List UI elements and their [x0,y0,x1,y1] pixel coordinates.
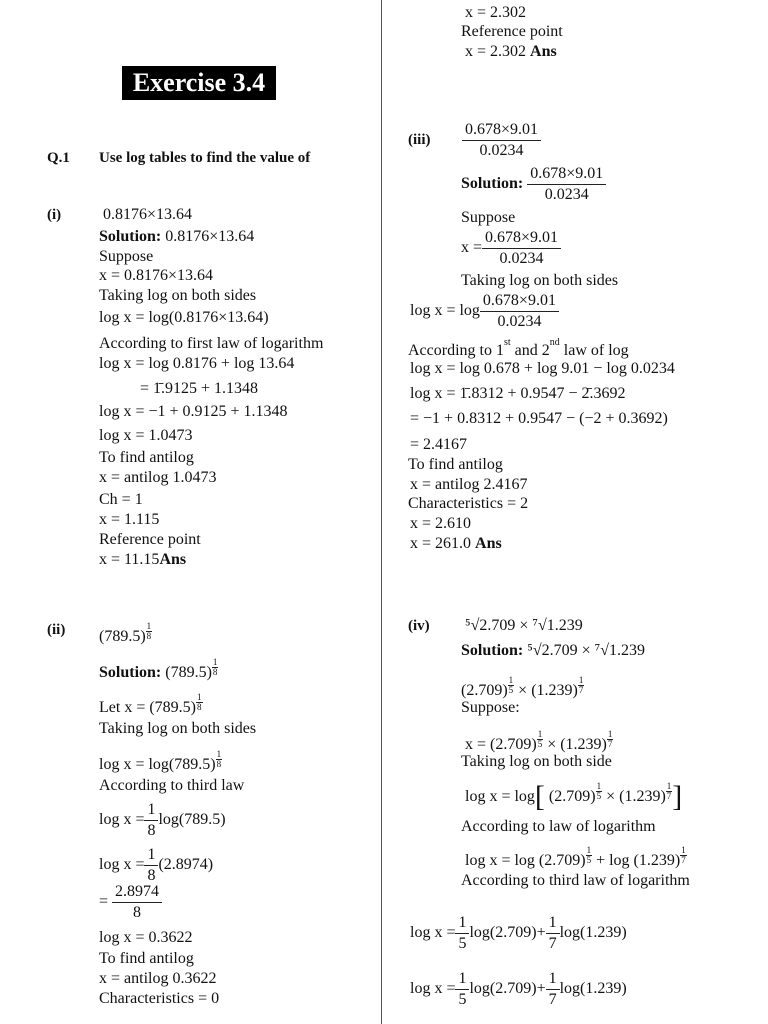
step-line: log x = $\frac{1}{5}$ log(2.709)+ $\frac{1}{7}$ log(1.239) [410,914,627,952]
step-line: x = 0.8176×13.64 [99,267,214,284]
step-line: Taking log on both sides [461,272,619,289]
step-line: x = $\frac{0.678\times 9.01}{0.0234}$ [461,230,561,267]
step-line: x = 2.302 [465,4,527,21]
part-iv-expression: ⁵√2.709 × ⁷√1.239 [465,617,583,634]
step-line: Taking log on both side [461,753,612,770]
step-line: Ch = 1 [99,491,143,508]
step-line: log x = $\frac{1}{8}$ log(789.5) [99,801,226,839]
step-line: x = 2.610 [410,515,472,532]
step-line: log x = 1̄.8312 + 0.9547 − 2̄.3692 [410,385,626,402]
column-divider [381,0,382,1024]
step-line: log x = $\frac{1}{5}$ log(2.709)+ $\frac{1}{7}$ log(1.239) [410,970,627,1008]
step-line: x = antilog 0.3622 [99,970,217,987]
part-iii-expression: $\frac{0.678\times 9.01}{0.0234}$ [462,122,541,159]
part-iii-solution: Solution: $\frac{0.678\times 9.01}{0.0234}$ [461,166,606,203]
step-line: log x = $\frac{1}{8}$ (2.8974) [99,846,214,884]
step-line: log x = log (2.709) $\frac{1}{5}$ + log (1.239) $\frac{1}{7}$ [465,845,686,869]
part-iv-label: (iv) [408,618,430,634]
exercise-title: Exercise 3.4 [122,66,276,100]
step-line: Characteristics = 0 [99,990,220,1007]
step-line: To find antilog [408,456,503,473]
question-label: Q.1 [47,150,70,166]
step-line: log x = log 0.678 + log 9.01 − log 0.0234 [410,360,675,377]
step-line: log x = log $\frac{0.678\times 9.01}{0.0234}$ [410,293,559,330]
step-line: x = antilog 2.4167 [410,476,528,493]
part-iii-label: (iii) [408,132,431,148]
part-i-solution: Solution: 0.8176×13.64 [99,228,255,245]
part-ii-expression: (789.5) $\frac{1}{8}$ [99,621,152,645]
step-line: x = antilog 1.0473 [99,469,217,486]
step-line: Suppose [461,209,516,226]
step-line: Reference point [99,531,201,548]
step-line: x = (2.709) $\frac{1}{5}$ × (1.239) $\frac{1}{7}$ [465,729,613,753]
answer-line: x = 261.0 Ans [410,535,502,552]
step-line: Suppose [99,248,154,265]
step-line: According to law of logarithm [461,818,656,835]
part-ii-label: (ii) [47,622,66,638]
step-line: = −1 + 0.8312 + 0.9547 − (−2 + 0.3692) [410,410,668,427]
step-line: (2.709) $\frac{1}{5}$ × (1.239) $\frac{1}{7}$ [461,675,584,699]
step-line: log x = log(0.8176×13.64) [99,309,269,326]
answer-line: x = 11.15Ans [99,551,187,568]
question-text: Use log tables to find the value of [99,150,311,166]
step-line: Reference point [461,23,563,40]
step-line: Taking log on both sides [99,287,257,304]
step-line: = $\frac{2.8974}{8}$ [99,884,162,921]
step-line: According to first law of logarithm [99,335,324,352]
step-line: Taking log on both sides [99,720,257,737]
step-line: log x = log(789.5) $\frac{1}{8}$ [99,749,222,773]
step-line: According to third law of logarithm [461,872,690,889]
step-line: log x = log 0.8176 + log 13.64 [99,355,295,372]
step-line: Suppose: [461,699,520,716]
step-line: = 2.4167 [410,436,468,453]
step-line: log x = 1.0473 [99,427,193,444]
step-line: log x = log[ (2.709) $\frac{1}{5}$ × (1.239) $\frac{1}{7}$ ] [465,780,683,813]
step-line: x = 1.115 [99,511,160,528]
step-line: To find antilog [99,950,194,967]
part-ii-solution: Solution: (789.5) $\frac{1}{8}$ [99,657,218,681]
part-i-expression: 0.8176×13.64 [103,206,193,223]
step-line: log x = 0.3622 [99,929,193,946]
part-iv-solution: Solution: ⁵√2.709 × ⁷√1.239 [461,642,645,659]
step-line: = 1̄.9125 + 1.1348 [140,380,259,397]
step-line: According to 1st and 2nd law of log [408,337,629,359]
part-i-label: (i) [47,207,62,223]
step-line: log x = −1 + 0.9125 + 1.1348 [99,403,288,420]
step-line: Characteristics = 2 [408,495,529,512]
step-line: To find antilog [99,449,194,466]
step-line: According to third law [99,777,245,794]
answer-line: x = 2.302 Ans [465,43,557,60]
step-line: Let x = (789.5) $\frac{1}{8}$ [99,692,202,716]
